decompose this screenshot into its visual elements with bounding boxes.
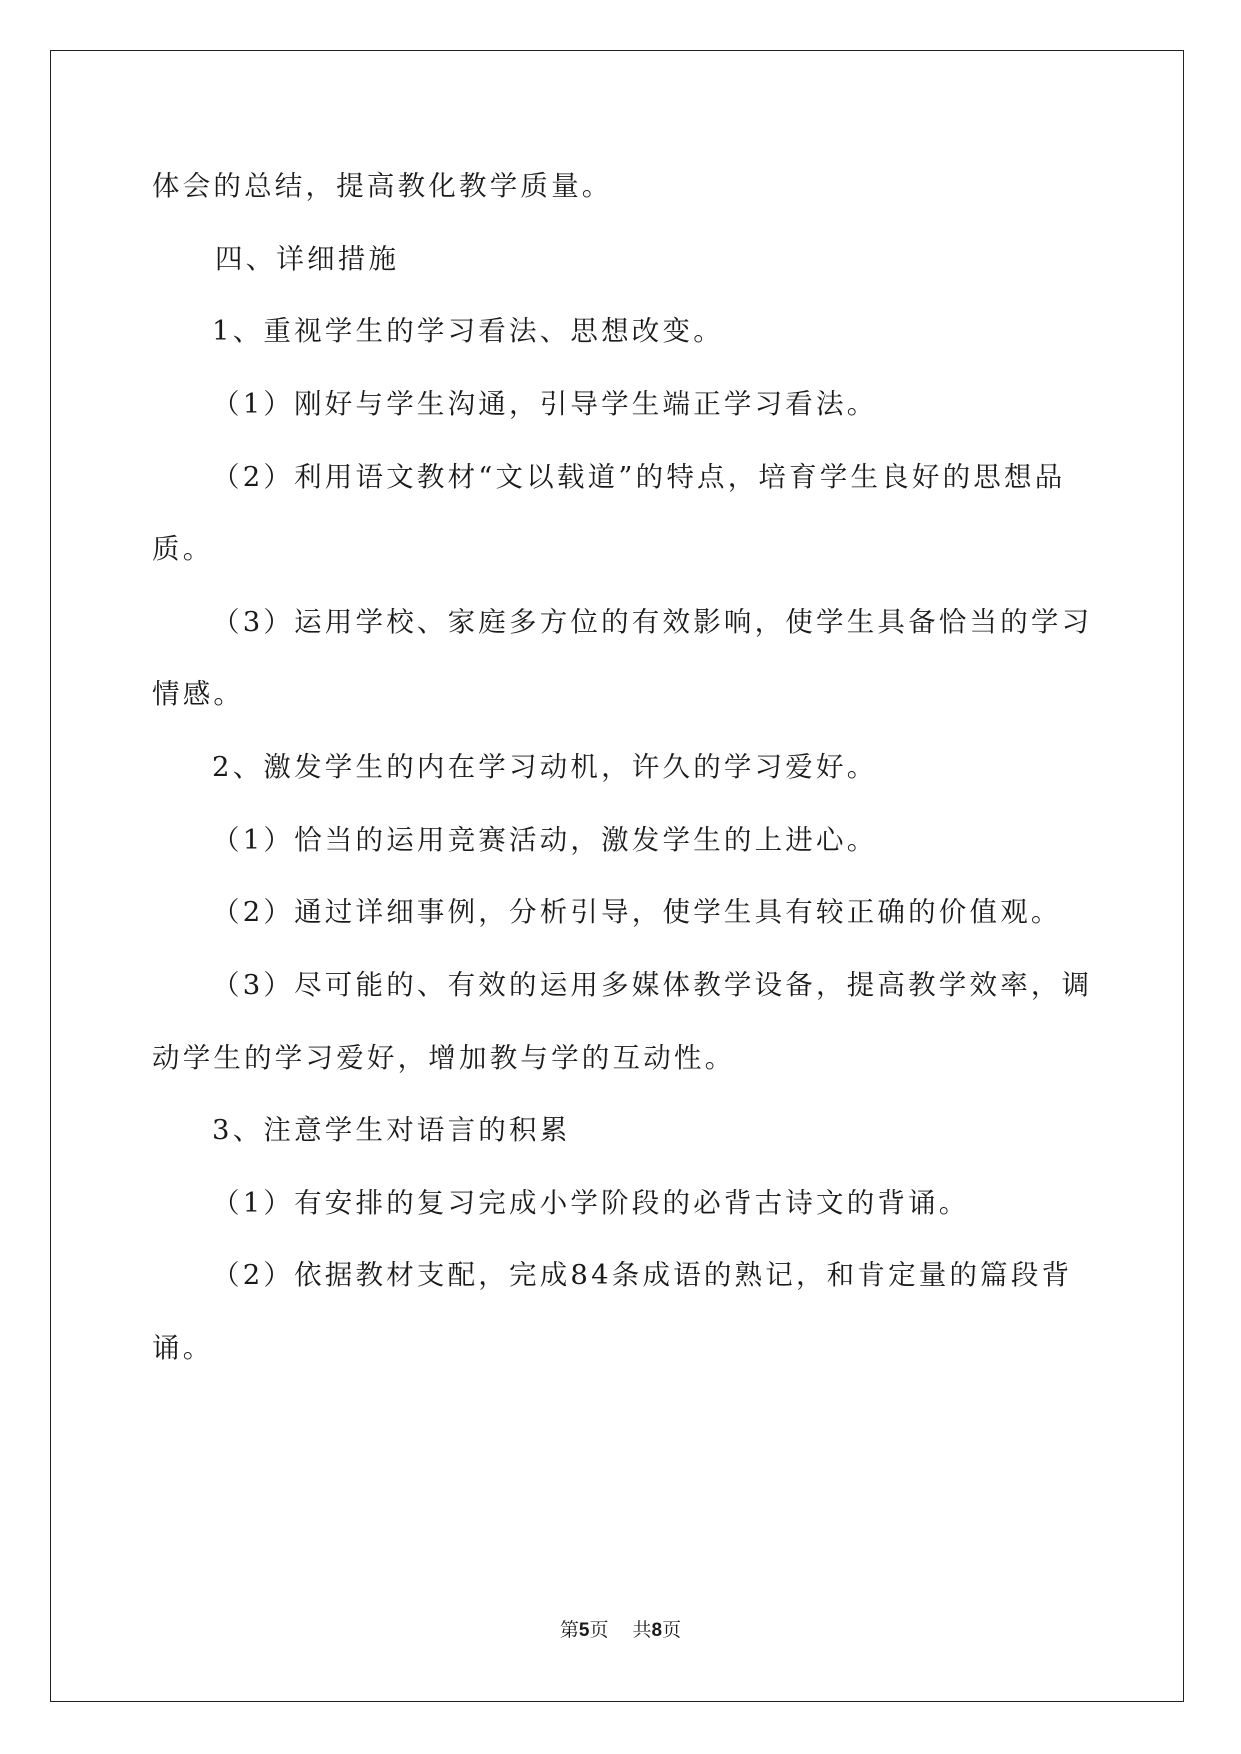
list-item-continuation: 诵。 (152, 1332, 214, 1364)
subsection-heading: 2、激发学生的内在学习动机，许久的学习爱好。 (212, 751, 878, 783)
list-item: （3）尽可能的、有效的运用多媒体教学设备，提高教学效率，调 (212, 969, 1093, 1001)
list-item: （2）利用语文教材“文以载道”的特点，培育学生良好的思想品 (212, 461, 1066, 493)
subsection-heading: 3、注意学生对语言的积累 (212, 1114, 571, 1146)
total-suffix: 页 (662, 1619, 682, 1641)
current-page-number: 5 (578, 1620, 590, 1641)
total-prefix: 共 (632, 1619, 652, 1641)
list-item-continuation: 情感。 (152, 678, 245, 710)
subsection-heading: 1、重视学生的学习看法、思想改变。 (212, 315, 724, 347)
page-prefix: 第 (559, 1619, 579, 1641)
page-footer (0, 1618, 1241, 1643)
list-item: （2）通过详细事例，分析引导，使学生具有较正确的价值观。 (212, 896, 1062, 928)
page-suffix: 页 (589, 1619, 609, 1641)
list-item-continuation: 质。 (152, 533, 214, 565)
total-pages-number: 8 (651, 1620, 663, 1641)
list-item: （1）刚好与学生沟通，引导学生端正学习看法。 (212, 388, 878, 420)
list-item: （1）恰当的运用竞赛活动，激发学生的上进心。 (212, 824, 878, 856)
paragraph-line: 体会的总结，提高教化教学质量。 (152, 170, 613, 202)
page-border (50, 50, 1184, 1702)
list-item: （2）依据教材支配，完成84条成语的熟记，和肯定量的篇段背 (212, 1259, 1073, 1291)
list-item: （3）运用学校、家庭多方位的有效影响，使学生具备恰当的学习 (212, 606, 1093, 638)
list-item-continuation: 动学生的学习爱好，增加教与学的互动性。 (152, 1042, 736, 1074)
list-item: （1）有安排的复习完成小学阶段的必背古诗文的背诵。 (212, 1187, 970, 1219)
section-heading: 四、详细措施 (215, 243, 400, 275)
